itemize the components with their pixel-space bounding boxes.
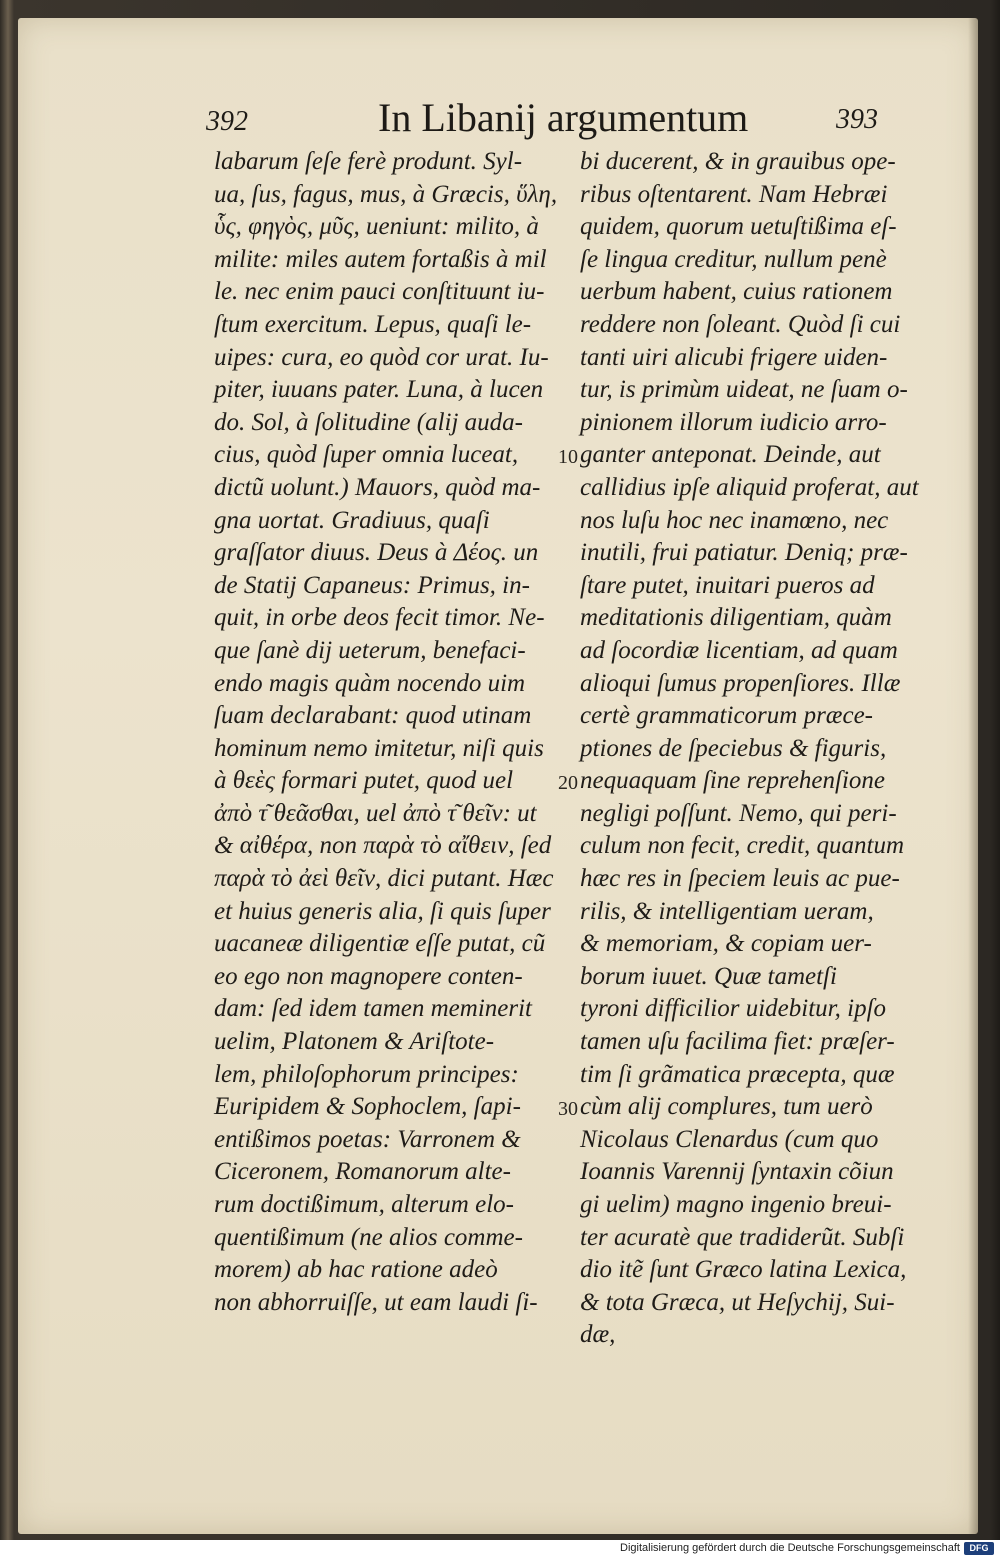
left-column-line: de Statij Capaneus: Primus, in- — [214, 571, 530, 599]
right-column-line: & tota Græca, ut Heſychij, Sui- — [580, 1288, 895, 1316]
right-column-line: negligi poſſunt. Nemo, qui peri- — [580, 799, 897, 827]
left-column-line: & αἰθέρα, non παρὰ τὸ αἴθειν, ſed — [214, 832, 552, 860]
left-column-line: à θεὲς formari putet, quod uel — [214, 767, 514, 795]
right-column-line: nequaquam ſine reprehenſione — [580, 767, 886, 795]
left-column-line: Euripidem & Sophoclem, ſapi- — [214, 1093, 521, 1121]
left-column-line: rum doctißimum, alterum elo- — [214, 1191, 514, 1218]
right-column-line: meditationis diligentiam, quàm — [580, 604, 892, 632]
left-column-line: milite: miles autem fortaßis à mil — [214, 245, 547, 273]
left-column-line: uipes: cura, eo quòd cor urat. Iu- — [214, 343, 549, 371]
right-column-line: dæ, — [580, 1321, 616, 1349]
left-column-line: ὗς, φηγὸς, μῦς, ueniunt: milito, à — [214, 213, 539, 241]
left-column-line: dam: ſed idem tamen meminerit — [214, 995, 532, 1023]
right-column-line: rilis, & intelligentiam ueram, — [580, 897, 874, 925]
left-column-line: et huius generis alia, ſi quis ſuper — [214, 897, 551, 925]
footer-bar — [0, 1540, 1000, 1558]
left-column-line: uacaneæ diligentiæ eſſe putat, cũ — [214, 930, 546, 958]
right-column-line: callidius ipſe aliquid proferat, aut — [580, 473, 919, 501]
left-column-line: labarum ſeſe ferè produnt. Syl- — [214, 148, 523, 175]
right-column-line: quidem, quorum uetuſtißima eſ- — [580, 213, 897, 241]
right-text-column — [580, 146, 950, 1352]
right-column-line: nos luſu hoc nec inamœno, nec — [580, 506, 889, 534]
left-column-line: ua, ſus, fagus, mus, à Græcis, ὕλη, — [214, 180, 558, 208]
dfg-logo: DFG — [964, 1542, 994, 1555]
right-column-line: inutili, frui patiatur. Deniq; præ- — [580, 539, 908, 567]
right-column-line: ptiones de ſpeciebus & figuris, — [580, 734, 887, 762]
line-number-20: 20 — [558, 772, 578, 794]
right-column-line: ribus oſtentarent. Nam Hebræi — [580, 180, 888, 208]
running-title: In Libanij argumentum — [378, 95, 749, 140]
left-column-line: morem) ab hac ratione adeò — [214, 1256, 498, 1284]
left-column-line: ſuam declarabant: quod utinam — [214, 702, 532, 730]
right-column-line: ter acuratè que tradiderũt. Subſi — [580, 1223, 905, 1251]
page-number-left: 392 — [206, 106, 248, 137]
running-head — [18, 94, 978, 144]
page-number-right: 393 — [836, 104, 878, 135]
left-text-column — [214, 146, 574, 1319]
right-column-line: bi ducerent, & in grauibus ope- — [580, 148, 896, 175]
right-column-line: Ioannis Varennij ſyntaxin cõiun — [580, 1158, 894, 1186]
right-column-line: culum non fecit, credit, quantum — [580, 832, 905, 860]
left-column-line: lem, philoſophorum principes: — [214, 1060, 519, 1088]
left-column-line: piter, iuuans pater. Luna, à lucen — [214, 376, 544, 404]
left-column-line: quit, in orbe deos fecit timor. Ne- — [214, 604, 545, 632]
left-column-line: que ſanè dij ueterum, benefaci- — [214, 636, 526, 664]
left-column-line: non abhorruiſſe, ut eam laudi ſi- — [214, 1288, 538, 1316]
right-column-line: tyroni difficilior uidebitur, ipſo — [580, 995, 887, 1023]
left-column-line: ſtum exercitum. Lepus, quaſi le- — [214, 310, 532, 338]
right-column-line: certè grammaticorum præce- — [580, 702, 873, 730]
page-edge-shadow — [968, 18, 978, 1534]
right-column-line: Nicolaus Clenardus (cum quo — [580, 1125, 879, 1153]
line-number-10: 10 — [558, 446, 578, 468]
right-column-line: gi uelim) magno ingenio breui- — [580, 1191, 892, 1218]
right-column-line: tim ſi grãmatica præcepta, quæ — [580, 1060, 895, 1088]
left-column-line: ἀπὸ τ͂ θεᾶσθαι, uel ἀπὸ τ͂ θεῖν: ut — [214, 799, 537, 827]
right-column-line: ſtare putet, inuitari pueros ad — [580, 571, 875, 599]
right-column-line: pinionem illorum iudicio arro- — [580, 408, 887, 436]
left-column-line: endo magis quàm nocendo uim — [214, 669, 526, 697]
left-column-line: dictũ uolunt.) Mauors, quòd ma- — [214, 473, 541, 501]
left-column-line: do. Sol, à ſolitudine (alij auda- — [214, 408, 524, 436]
right-column-line: ſe lingua creditur, nullum penè — [580, 245, 887, 273]
right-column-line: cùm alij complures, tum uerò — [580, 1093, 873, 1121]
left-column-line: entißimos poetas: Varronem & — [214, 1125, 521, 1153]
funding-credit: Digitalisierung gefördert durch die Deutsche Forschungsgemeinschaft — [620, 1542, 960, 1554]
left-column-line: le. nec enim pauci conſtituunt iu- — [214, 278, 545, 306]
left-column-line: graſſator diuus. Deus à Δέος. un — [214, 539, 539, 567]
right-column-line: tanti uiri alicubi frigere uiden- — [580, 343, 888, 371]
right-column-line: dio itẽ ſunt Græco latina Lexica, — [580, 1256, 907, 1284]
left-column-line: quentißimum (ne alios comme- — [214, 1223, 523, 1251]
right-column-line: hæc res in ſpeciem leuis ac pue- — [580, 865, 900, 893]
right-column-line: borum iuuet. Quæ tametſi — [580, 962, 837, 990]
left-column-line: eo ego non magnopere conten- — [214, 962, 523, 990]
right-column-line: tur, is primùm uideat, ne ſuam o- — [580, 376, 908, 404]
left-column-line: Ciceronem, Romanorum alte- — [214, 1158, 511, 1186]
right-column-line: uerbum habent, cuius rationem — [580, 278, 893, 306]
left-column-line: gna uortat. Gradiuus, quaſi — [214, 506, 490, 534]
line-number-30: 30 — [558, 1098, 578, 1120]
left-column-line: παρὰ τὸ ἀεὶ θεῖν, dici putant. Hæc — [214, 865, 554, 893]
left-column-line: hominum nemo imitetur, niſi quis — [214, 734, 544, 762]
book-page — [18, 18, 978, 1534]
right-column-line: & memoriam, & copiam uer- — [580, 930, 872, 958]
right-column-line: ad ſocordiæ licentiam, ad quam — [580, 636, 898, 664]
right-column-line: alioqui ſumus propenſiores. Illæ — [580, 669, 901, 697]
right-column-line: ganter anteponat. Deinde, aut — [580, 441, 881, 469]
left-column-line: cius, quòd ſuper omnia luceat, — [214, 441, 519, 469]
left-column-line: uelim, Platonem & Ariſtote- — [214, 1028, 495, 1056]
right-column-line: tamen uſu facilima fiet: præſer- — [580, 1028, 895, 1056]
right-column-line: reddere non ſoleant. Quòd ſi cui — [580, 310, 901, 338]
